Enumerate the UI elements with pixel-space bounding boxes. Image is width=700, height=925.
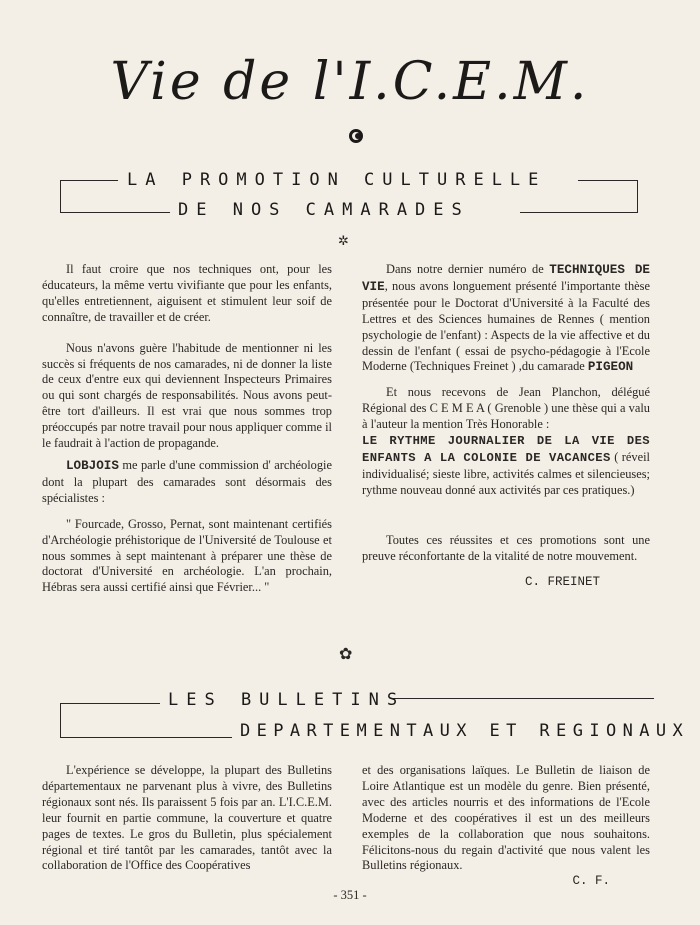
heading-rule-left: [60, 703, 160, 704]
signature: C. FREINET: [524, 574, 600, 589]
paragraph-text: Dans notre dernier numéro de: [386, 262, 550, 276]
heading-bracket-left: [60, 180, 61, 212]
paragraph-text: , nous avons longuement présenté l'importante thèse présentée pour le Doctorat d'Université à la Faculté des Lettres et des Sciences humaines de Rennes ( mention psychologie de l'enfant) : Aspects de la vie affective et du dessin de l'enfant ( essai de psycho-pédagogie à l'Ecole Moderne (Techniques Freinet ) ,du camarade: [362, 278, 650, 374]
heading-bracket-left: [60, 703, 61, 737]
section2-left-column: [42, 763, 332, 874]
section2-heading-line1: LES BULLETINS: [168, 690, 406, 710]
asterism-ornament-icon: ✲: [338, 234, 349, 249]
section1-heading-line1: LA PROMOTION CULTURELLE: [127, 170, 547, 190]
paragraph: et des organisations laïques. Le Bulletin de liaison de Loire Atlantique est un modèle du genre. Bien présenté, avec des articles nourris et des informations de l'Ecole Moderne et des coopératives il est un des meilleurs exemples de la collaboration que nous souhaitons. Félicitons-nous du regain d'activité que nous valent les Bulletins régionaux.: [362, 763, 650, 873]
heading-bracket-right: [637, 180, 638, 212]
publication-title: TECHNIQUES DE VIE: [362, 263, 650, 294]
quotation: " Fourcade, Grosso, Pernat, sont maintenant certifiés d'Archéologie préhistorique de l'Université de Toulouse et nous sommes à sept maintenant à préparer une thèse de doctorat d'Université en archéologie. L'an prochain, Hébras sera aussi certifié ainsi que Février... ": [42, 516, 332, 595]
signature: C. F.: [572, 874, 610, 889]
paragraph: Il faut croire que nos techniques ont, pour les éducateurs, la même vertu vivifiante que pour les enfants, qu'elles entretiennent, aiguisent et stimulent leur soif de connaître, de travailler et de créer.: [42, 262, 332, 324]
paragraph-text: me parle d'une commission d' archéologie dont la plupart des camarades sont désormais des spécialistes :: [42, 457, 332, 505]
paragraph: L'expérience se développe, la plupart des Bulletins départementaux ne parvenant plus à vivre, des Bulletins régionaux sont nés. Ils paraissent 5 fois par an. L'I.C.E.M. leur fournit en partie commune, la couverture et quatre pages de textes. Le gros du Bulletin, plus spécialement régional et tiré tantôt par les camarades, tantôt avec la collaboration de l'Office des Coopératives: [42, 763, 332, 873]
paragraph: Et nous recevons de Jean Planchon, délégué Régional des C E M E A ( Grenoble ) une thèse qui a valu à l'auteur la mention Très Honorable :: [362, 385, 650, 432]
heading-rule-right-bottom: [520, 212, 638, 213]
heading-rule-left-bottom: [60, 737, 232, 738]
paragraph: Nous n'avons guère l'habitude de mentionner ni les succès si fréquents de nos camarades, ni de donner la liste de ceux d'entre eux qui deviennent Inspecteurs Primaires ou qui sont chargés de responsabilités. Nous avons peut-être tort d'ailleurs. Il est vrai que nous sommes trop préoccupés par notre travail pour nous appliquer comme il le faudrait à l'action de propagande.: [42, 340, 332, 451]
person-name: LOBJOIS: [66, 458, 119, 473]
heading-rule-right: [392, 698, 654, 699]
paragraph-text: ( réveil individualisé; sieste libre, activités calmes et silencieuses; rythme nouveau donné aux activités par ces pratiques.): [362, 449, 650, 497]
paragraph: Toutes ces réussites et ces promotions sont une preuve réconfortante de la vitalité de notre mouvement.: [362, 532, 650, 563]
heading-rule-left: [60, 180, 118, 181]
section1-left-column: [42, 262, 332, 596]
paragraph: [362, 433, 650, 499]
section2-heading-line2: DEPARTEMENTAUX ET REGIONAUX: [240, 721, 690, 741]
moon-ornament-icon: [349, 129, 363, 143]
thesis-title: LE RYTHME JOURNALIER DE LA VIE DES ENFANTS A LA COLONIE DE VACANCES: [362, 434, 650, 465]
flower-ornament-icon: ✿: [339, 644, 353, 663]
heading-rule-right: [578, 180, 638, 181]
section2-right-column: [362, 763, 650, 890]
section1-heading-line2: DE NOS CAMARADES: [178, 200, 470, 220]
page-number: - 351 -: [333, 888, 367, 902]
paragraph: [362, 262, 650, 376]
person-name: PIGEON: [587, 360, 634, 375]
masthead-title: Vie de l'I.C.E.M.: [110, 52, 590, 112]
section1-right-column: [362, 262, 650, 590]
heading-rule-left-bottom: [60, 212, 170, 213]
paragraph: [42, 458, 332, 507]
